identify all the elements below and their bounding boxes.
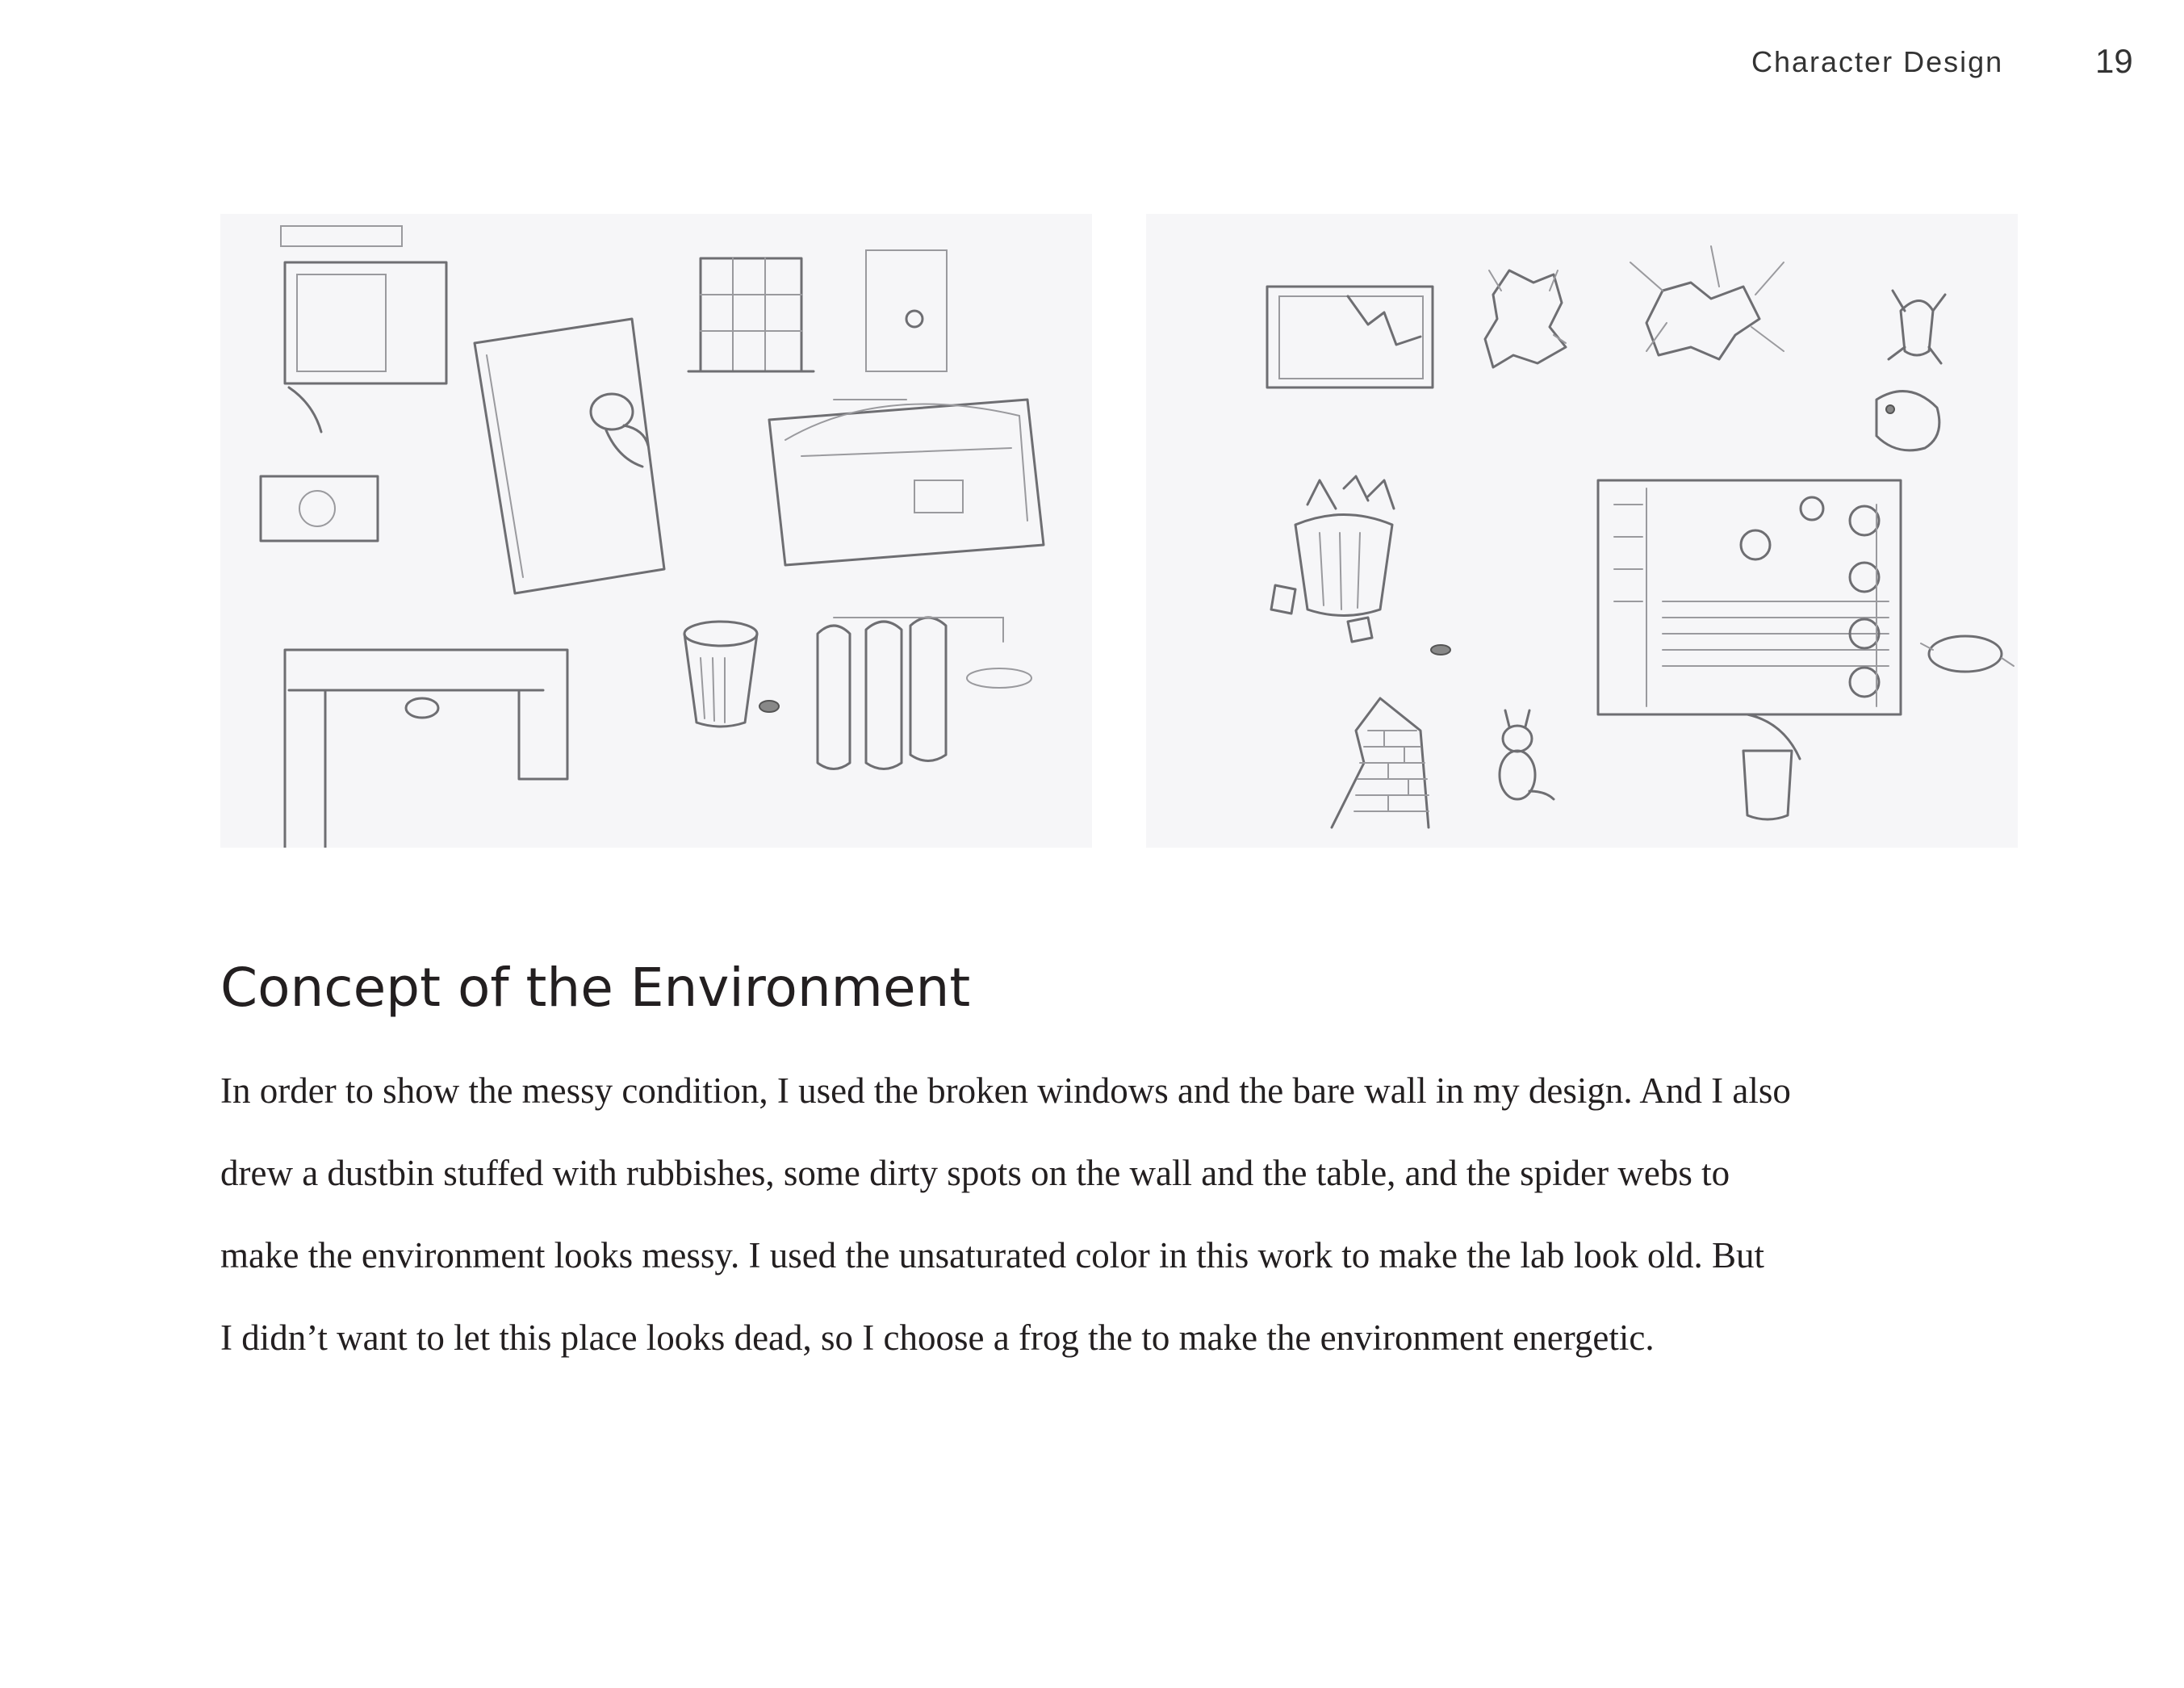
body-line: I didn’t want to let this place looks dead, so I choose a frog the to make the environment energetic. <box>220 1317 1655 1358</box>
body-line: In order to show the messy condition, I used the broken windows and the bare wall in my design. And I also <box>220 1070 1791 1111</box>
body-line: make the environment looks messy. I used the unsaturated color in this work to make the lab look old. But <box>220 1235 1764 1275</box>
running-head: Character Design <box>1751 45 2004 78</box>
body-line: drew a dustbin stuffed with rubbishes, some dirty spots on the wall and the table, and the spider webs to <box>220 1153 1730 1193</box>
sketch-image-right <box>1146 214 2018 848</box>
page-number: 19 <box>2095 42 2133 80</box>
sketch-image-left <box>220 214 1092 848</box>
section-heading: Concept of the Environment <box>220 957 971 1019</box>
body-paragraph <box>220 1049 2028 1379</box>
